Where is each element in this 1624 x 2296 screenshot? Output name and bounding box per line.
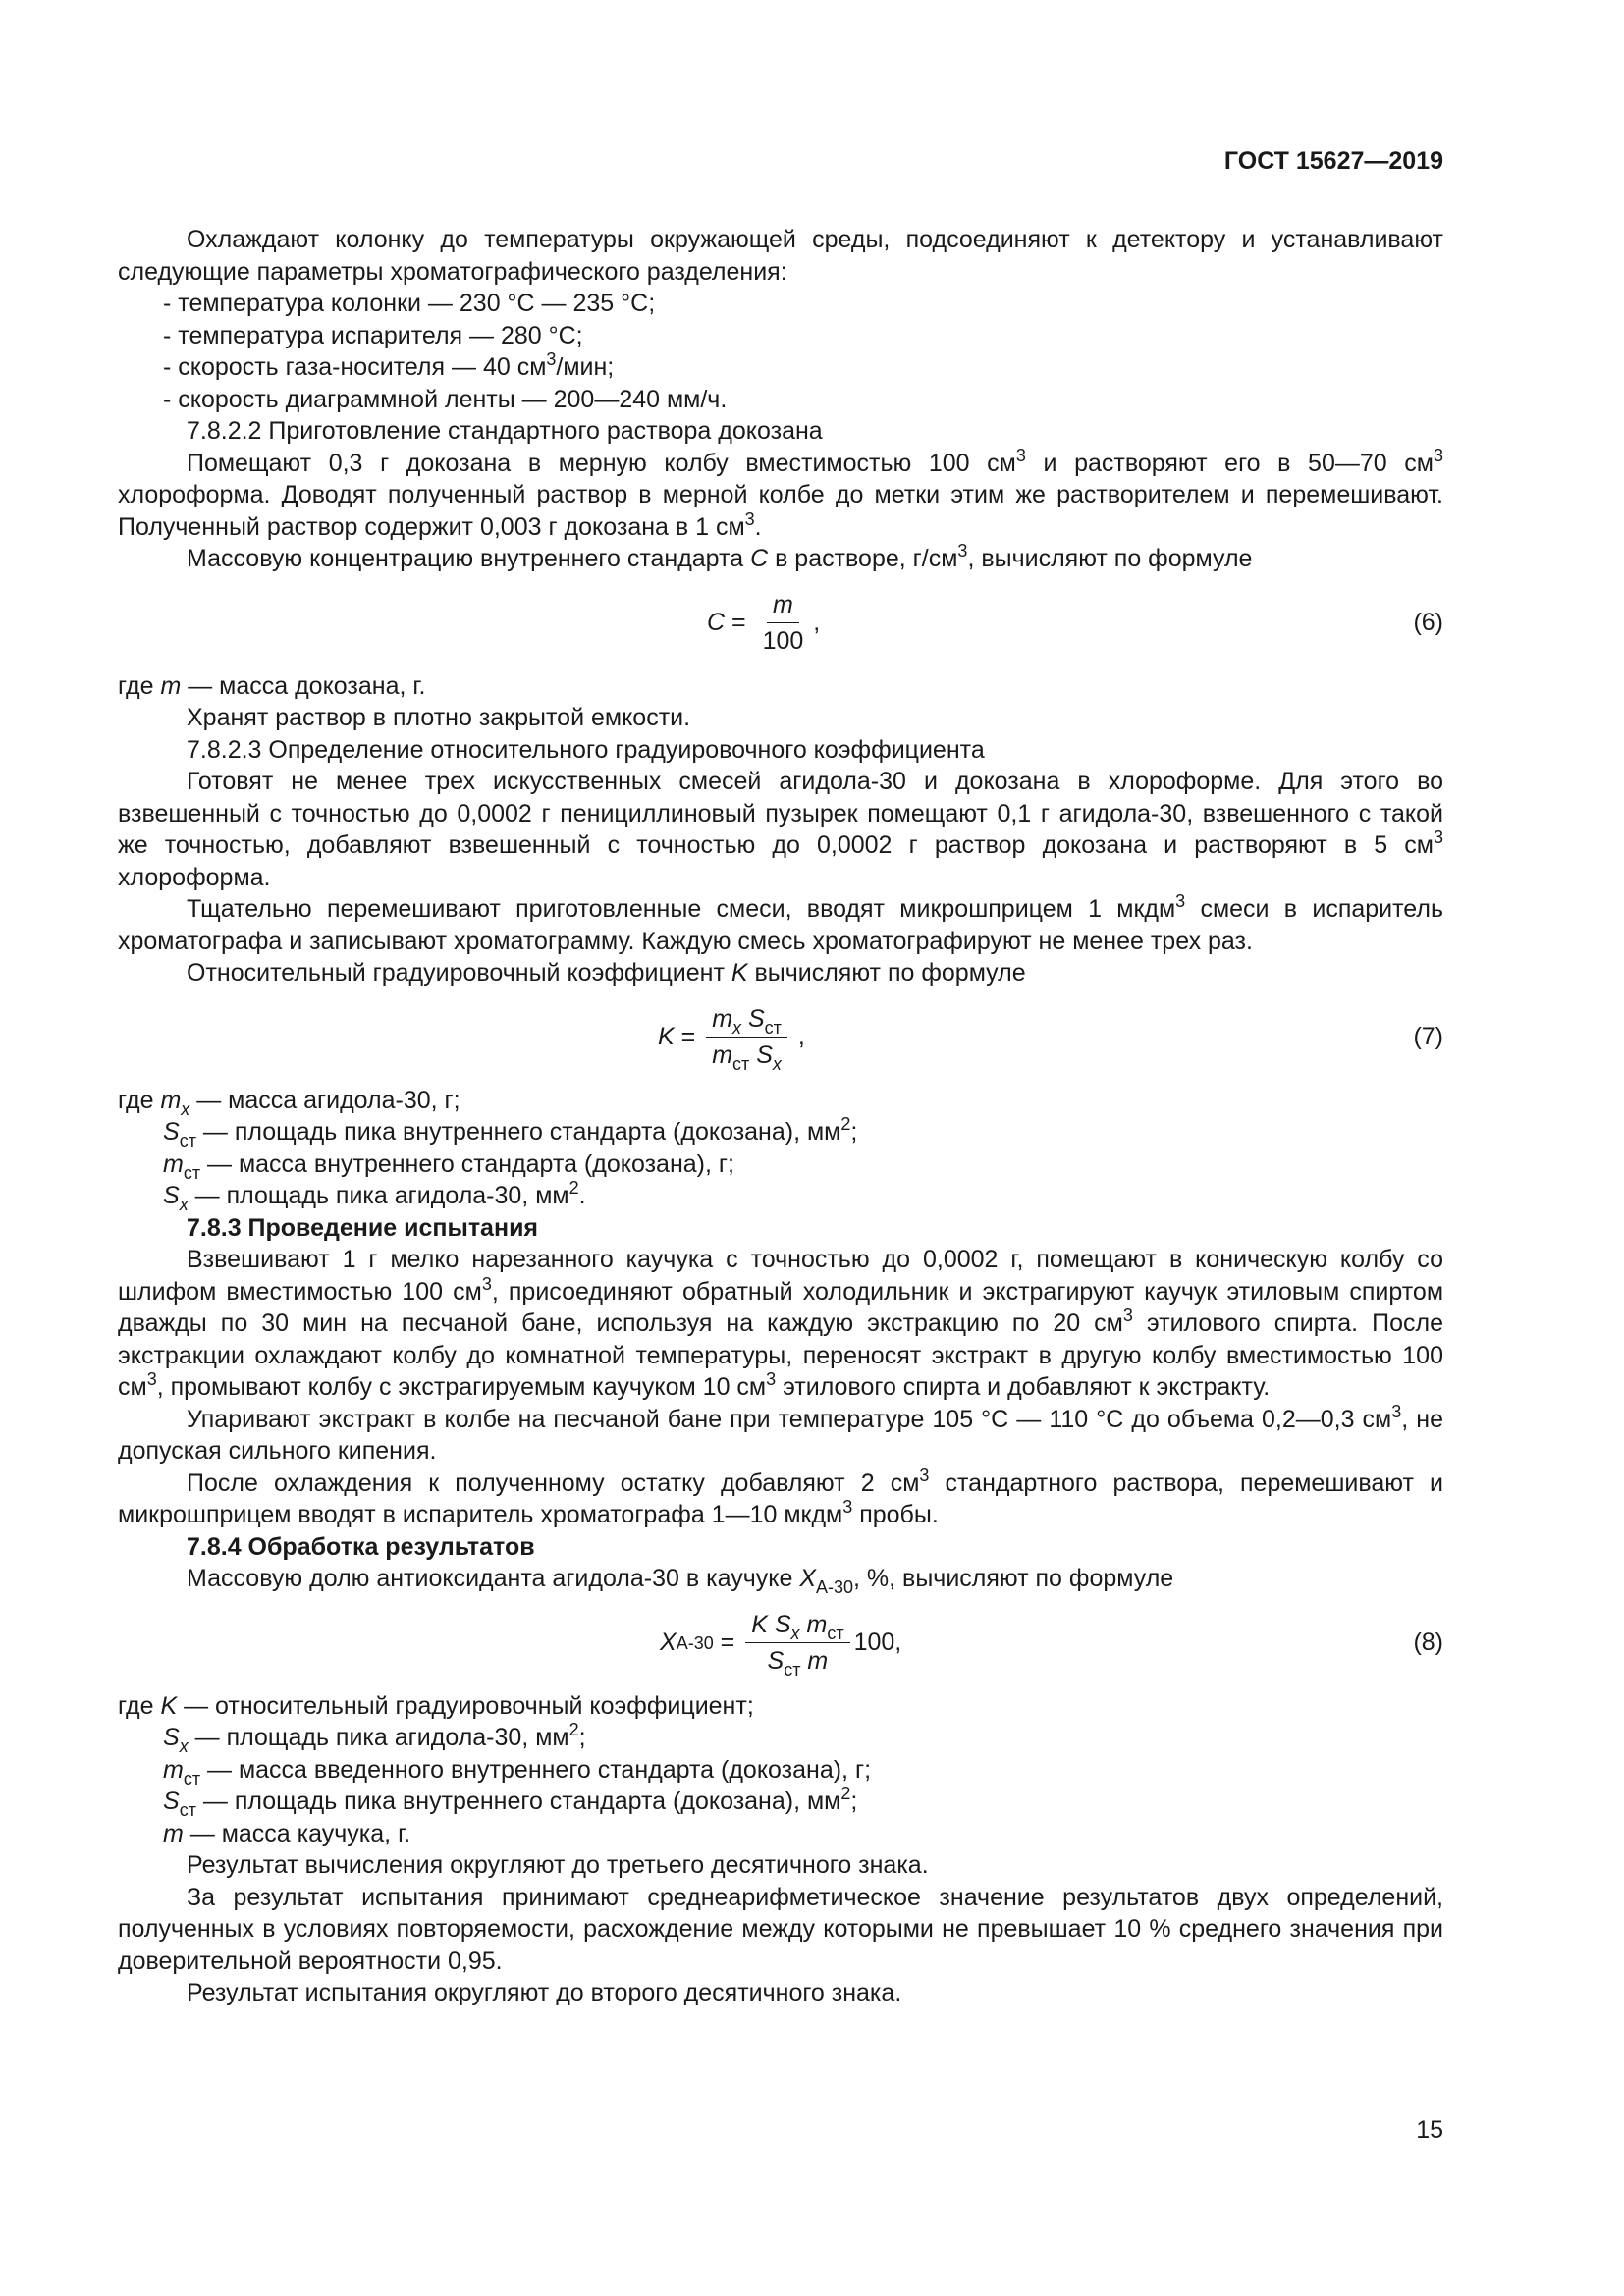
param-tape-speed: - скорость диаграммной ленты — 200—240 мм/ч.: [163, 385, 728, 413]
section-784-paragraph-4: Результат испытания округляют до второго десятичного знака.: [187, 1979, 902, 2006]
formula-8-legend-2: $S_x$ — площадь пика агидола-30, $мм^2$;: [163, 1720, 586, 1756]
formula-8-legend-1: где K — относительный градуировочный коэффициент;: [118, 1691, 754, 1720]
formula-8: X А-30 = $\frac{K S_x m_{ст}}{S_{ст} m}$ 100, (8): [118, 1602, 1443, 1684]
formula-6-legend: где m — масса докозана, г.: [118, 671, 426, 700]
section-784-title: 7.8.4 Обработка результатов: [187, 1532, 535, 1561]
section-784-paragraph-2: Результат вычисления округляют до третьего десятичного знака.: [187, 1851, 929, 1879]
section-7823-paragraph-2: Тщательно перемешивают приготовленные смеси, вводят микрошприцем 1 мкдм$^3$ смеси в испаритель хроматографа и записывают хроматограмму. Каждую смесь хроматографируют не менее трех раз.: [118, 891, 1443, 955]
section-783-paragraph-1: Взвешивают 1 г мелко нарезанного каучука с точностью до 0,0002 г, помещают в коническую колбу со шлифом вместимостью 100 $см^3$, присоединяют обратный холодильник и экстрагируют каучук этиловым спиртом дважды по 30 мин на песчаной бане, используя на каждую экстракцию по 20 $см^3$ этилового спирта. После экстракции охлаждают колбу до комнатной температуры, переносят экстракт в другую колбу вместимостью 100 $см^3$, промывают колбу с экстрагируемым каучуком 10 $см^3$ этилового спирта и добавляют к экстракту.: [118, 1246, 1444, 1401]
formula-7-legend-3: $m_{ст}$ — масса внутреннего стандарта (докозана), г;: [163, 1149, 734, 1183]
param-gas-speed: - скорость газа-носителя — 40 $см^3$/мин;: [163, 349, 615, 381]
section-783-paragraph-3: После охлаждения к полученному остатку добавляют 2 $см^3$ стандартного раствора, перемешивают и микрошприцем вводят в испаритель хроматографа 1—10 мкдм$^3$ пробы.: [118, 1465, 1443, 1528]
formula-7-number: (7): [1413, 1023, 1443, 1051]
param-column-temp: - температура колонки — 230 °С — 235 °С;: [163, 290, 656, 317]
formula-7: K = $\frac{m_x S_{ст}}{m_{ст} S_x}$ , (7): [118, 996, 1443, 1079]
param-evaporator-temp: - температура испарителя — 280 °С;: [163, 321, 583, 349]
formula-6-number: (6): [1413, 609, 1443, 637]
page-number: 15: [1416, 2116, 1443, 2144]
section-7822-title: 7.8.2.2 Приготовление стандартного раствора докозана: [187, 417, 823, 445]
section-7822-paragraph-1: Помещают 0,3 г докозана в мерную колбу вместимостью 100 $см^3$ и растворяют его в 50—70 $см^3$ хлороформа. Доводят полученный раствор в мерной колбе до метки этим же растворителем и перемешивают. Полученный раствор содержит 0,003 г докозана в 1 $см^3$.: [118, 445, 1443, 541]
section-7823-title: 7.8.2.3 Определение относительного градуировочного коэффициента: [187, 735, 985, 764]
section-7823-paragraph-3: Относительный градуировочный коэффициент K вычисляют по формуле: [187, 959, 1026, 987]
section-7822-paragraph-2: Массовую концентрацию внутреннего стандарта C в растворе, $г/см^3$, вычисляют по формуле: [187, 541, 1253, 572]
section-784-paragraph-3: За результат испытания принимают среднеарифметическое значение результатов двух определений, полученных в условиях повторяемости, расхождение между которыми не превышает 10 % среднего значения при доверительной вероятности 0,95.: [118, 1883, 1443, 1975]
section-7822-paragraph-3: Хранят раствор в плотно закрытой емкости.: [187, 704, 691, 731]
formula-8-number: (8): [1413, 1629, 1443, 1657]
section-783-paragraph-2: Упаривают экстракт в колбе на песчаной бане при температуре 105 °С — 110 °С до объема 0,2—0,3 $см^3$, не допуская сильного кипения.: [118, 1401, 1443, 1465]
section-783-title: 7.8.3 Проведение испытания: [187, 1213, 539, 1242]
page-body: [118, 224, 1443, 2009]
formula-7-legend-2: $S_{ст}$ — площадь пика внутреннего стандарта (докозана), $мм^2$;: [163, 1114, 858, 1150]
formula-7-legend-1: где $m_x$ — масса агидола-30, г;: [118, 1086, 460, 1119]
section-784-paragraph-1: Массовую долю антиоксиданта агидола-30 в каучуке $X_{А-30}$, %, вычисляют по формуле: [187, 1565, 1174, 1597]
document-code: ГОСТ 15627—2019: [1223, 147, 1443, 175]
formula-8-legend-4: $S_{ст}$ — площадь пика внутреннего стандарта (докозана), $мм^2$;: [163, 1784, 858, 1820]
formula-7-legend-4: $S_x$ — площадь пика агидола-30, $мм^2$.: [163, 1178, 586, 1214]
intro-paragraph: Охлаждают колонку до температуры окружающей среды, подсоединяют к детектору и устанавливают следующие параметры хроматографического разделения:: [118, 226, 1443, 286]
formula-6: C = $\frac{m}{100}$ , (6): [118, 582, 1443, 665]
section-7823-paragraph-1: Готовят не менее трех искусственных смесей агидола-30 и докозана в хлороформе. Для этого во взвешенный с точностью до 0,0002 г пенициллиновый пузырек помещают 0,1 г агидола-30, взвешенного с такой же точностью, добавляют взвешенный с точностью до 0,0002 г раствор докозана и растворяют в 5 $см^3$ хлороформа.: [118, 768, 1443, 891]
formula-8-legend-3: $m_{ст}$ — масса введенного внутреннего стандарта (докозана), г;: [163, 1755, 872, 1789]
formula-8-legend-5: m — масса каучука, г.: [163, 1819, 411, 1847]
